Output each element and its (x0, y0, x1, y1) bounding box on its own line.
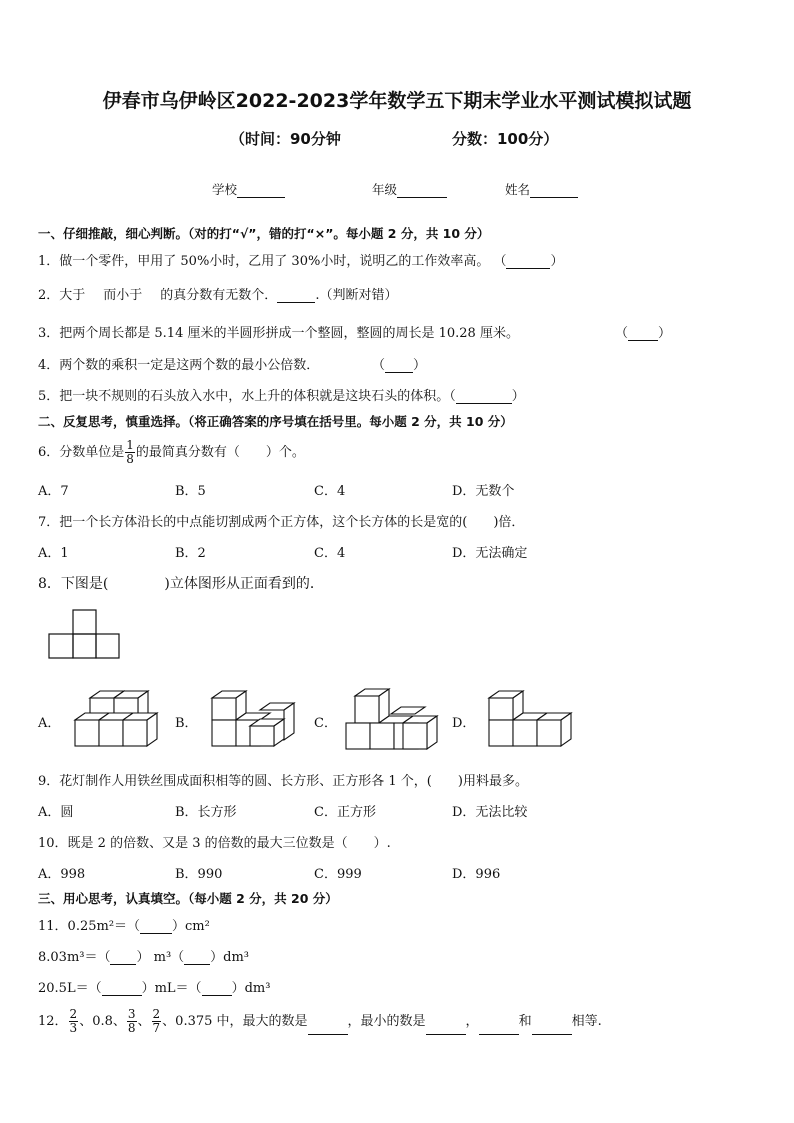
q10-option-a[interactable]: A．998 (38, 867, 86, 882)
q11b-blank-1[interactable] (110, 951, 136, 965)
question-10: 10．既是 2 的倍数、又是 3 的倍数的最大三位数是（ ）. (38, 836, 391, 851)
question-11-a: 11．0.25m²＝（ ）cm² (38, 919, 210, 934)
q8-option-a-figure[interactable] (70, 688, 162, 752)
q3-answer: （ ） (615, 326, 672, 341)
question-12: 12． $\frac{2}{3}$ 、0.8、 $\frac{3}{8}$ 、 $\frac{2}{7}$ 、0.375 中，最大的数是 ，最小的数是 ， 和 相等. (38, 1007, 602, 1035)
q12-max-blank[interactable] (308, 1021, 348, 1035)
name-label: 姓名 (505, 182, 531, 197)
q6-option-c[interactable]: C．4 (314, 484, 346, 499)
question-8: 8．下图是( )立体图形从正面看到的． (38, 576, 324, 592)
question-5: 5．把一块不规则的石头放入水中，水上升的体积就是这块石头的体积。（ ） (38, 389, 525, 404)
name-blank[interactable] (530, 183, 578, 198)
question-2: 2．大于 而小于 的真分数有无数个． .（判断对错） (38, 288, 398, 303)
q11c-blank-2[interactable] (202, 982, 232, 996)
question-4: 4．两个数的乘积一定是这两个数的最小公倍数． (38, 358, 320, 373)
q7-option-d[interactable]: D．无法确定 (452, 546, 528, 561)
q8-option-a-label[interactable]: A． (38, 716, 61, 731)
fraction-one-eighth: $\frac{1}{8}$ (126, 438, 134, 466)
q8-option-d-figure[interactable] (484, 688, 580, 752)
section1-heading: 一、仔细推敲，细心判断。（对的打“√”，错的打“×”。每小题 2 分，共 10 分） (38, 226, 490, 241)
question-11-c: 20.5L＝（ ）mL＝（ ）dm³ (38, 981, 271, 996)
q10-option-b[interactable]: B．990 (175, 867, 223, 882)
q8-option-c-figure[interactable] (343, 686, 443, 754)
grade-field (372, 180, 447, 198)
fraction-three-eighths: $\frac{3}{8}$ (127, 1007, 136, 1035)
q6-option-a[interactable]: A．7 (38, 484, 69, 499)
q6-option-b[interactable]: B．5 (175, 484, 206, 499)
grade-label: 年级 (372, 182, 398, 197)
q1-answer-blank[interactable] (506, 255, 550, 269)
q9-option-a[interactable]: A．圆 (38, 805, 74, 820)
q10-option-c[interactable]: C．999 (314, 867, 362, 882)
name-field (505, 180, 578, 198)
question-9: 9．花灯制作人用铁丝围成面积相等的圆、长方形、正方形各 1 个，( )用料最多。 (38, 774, 528, 789)
question-3: 3．把两个周长都是 5.14 厘米的半圆形拼成一个整圆，整圆的周长是 10.28 厘米。 (38, 326, 519, 341)
section2-heading: 二、反复思考，慎重选择。（将正确答案的序号填在括号里。每小题 2 分，共 10 分） (38, 414, 513, 429)
q8-option-c-label[interactable]: C． (314, 716, 337, 731)
q11c-blank-1[interactable] (102, 982, 142, 996)
q8-option-d-label[interactable]: D． (452, 716, 476, 731)
school-blank[interactable] (237, 183, 285, 198)
q11a-blank[interactable] (140, 920, 172, 934)
exam-score: 分数：100分） (452, 130, 559, 148)
exam-time: （时间：90分钟 (230, 130, 341, 148)
q8-option-b-label[interactable]: B． (175, 716, 198, 731)
q5-answer-blank[interactable] (456, 390, 512, 404)
q11b-blank-2[interactable] (184, 951, 210, 965)
page-title: 伊春市乌伊岭区2022-2023学年数学五下期末学业水平测试模拟试题 (102, 90, 692, 112)
q7-option-b[interactable]: B．2 (175, 546, 206, 561)
q3-answer-blank[interactable] (628, 327, 658, 341)
school-field (212, 180, 285, 198)
q7-option-a[interactable]: A．1 (38, 546, 69, 561)
section3-heading: 三、用心思考，认真填空。（每小题 2 分，共 20 分） (38, 891, 338, 906)
school-label: 学校 (212, 182, 238, 197)
q7-option-c[interactable]: C．4 (314, 546, 346, 561)
fraction-two-thirds: $\frac{2}{3}$ (69, 1007, 78, 1035)
q12-equal-blank-1[interactable] (479, 1021, 519, 1035)
q6-option-d[interactable]: D．无数个 (452, 484, 515, 499)
q9-option-c[interactable]: C．正方形 (314, 805, 376, 820)
q12-equal-blank-2[interactable] (532, 1021, 572, 1035)
q2-answer-blank[interactable] (277, 289, 315, 303)
question-7: 7．把一个长方体沿长的中点能切割成两个正方体，这个长方体的长是宽的( )倍． (38, 515, 525, 530)
q8-option-b-figure[interactable] (207, 688, 299, 752)
q12-min-blank[interactable] (426, 1021, 466, 1035)
q9-option-d[interactable]: D．无法比较 (452, 805, 528, 820)
front-view-figure (46, 608, 122, 660)
q9-option-b[interactable]: B．长方形 (175, 805, 237, 820)
q10-option-d[interactable]: D．996 (452, 867, 501, 882)
grade-blank[interactable] (397, 183, 447, 198)
question-1: 1．做一个零件，甲用了 50%小时，乙用了 30%小时，说明乙的工作效率高。 （ ） (38, 254, 564, 269)
question-11-b: 8.03m³＝（ ） m³（ ）dm³ (38, 950, 250, 965)
fraction-two-sevenths: $\frac{2}{7}$ (152, 1007, 161, 1035)
question-6: 6．分数单位是 $\frac{1}{8}$ 的最简真分数有（ ）个。 (38, 438, 305, 466)
q4-answer: （ ） (372, 358, 427, 373)
q4-answer-blank[interactable] (385, 359, 413, 373)
